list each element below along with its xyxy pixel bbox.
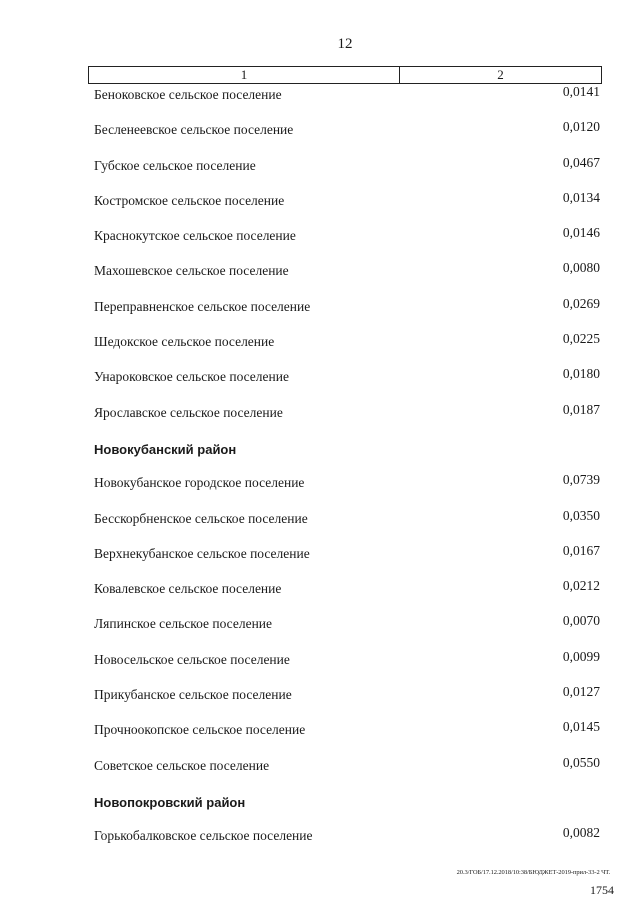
coefficient-value: 0,0739	[562, 472, 600, 488]
settlement-name: Переправненское сельское поселение	[94, 298, 311, 314]
settlement-name: Краснокутское сельское поселение	[94, 228, 296, 244]
table-row	[0, 755, 640, 790]
coefficient-value: 0,0082	[562, 825, 600, 841]
column-header-2: 2	[497, 67, 504, 82]
coefficient-value: 0,0269	[562, 295, 600, 311]
table-row	[0, 366, 640, 401]
district-heading-row	[0, 437, 640, 472]
table-row	[0, 543, 640, 578]
settlement-name: Ковалевское сельское поселение	[94, 581, 282, 597]
table-row	[0, 296, 640, 331]
settlement-name: Шедокское сельское поселение	[94, 334, 275, 350]
allocation-table	[0, 84, 640, 861]
table-row	[0, 119, 640, 154]
coefficient-value: 0,0099	[562, 648, 600, 664]
table-row	[0, 578, 640, 613]
coefficient-value: 0,0146	[562, 225, 600, 241]
table-row	[0, 260, 640, 295]
table-row	[0, 649, 640, 684]
document-code: 20.3/ГОБ/17.12.2018/10:38/БЮДЖЕТ-2019-прил-33-2 ЧТ.	[456, 869, 610, 876]
table-row	[0, 331, 640, 366]
settlement-name: Верхнекубанское сельское поселение	[94, 545, 310, 561]
district-name: Новокубанский район	[94, 441, 237, 457]
table-row	[0, 155, 640, 190]
table-row	[0, 825, 640, 860]
coefficient-value: 0,0145	[562, 719, 600, 735]
table-row	[0, 225, 640, 260]
settlement-name: Ляпинское сельское поселение	[94, 616, 273, 632]
settlement-name: Костромское сельское поселение	[94, 192, 285, 208]
settlement-name: Новосельское сельское поселение	[94, 651, 290, 667]
coefficient-value: 0,0212	[562, 578, 600, 594]
settlement-name: Губское сельское поселение	[94, 157, 256, 173]
settlement-name: Прочноокопское сельское поселение	[94, 722, 306, 738]
coefficient-value: 0,0225	[562, 331, 600, 347]
table-row	[0, 684, 640, 719]
settlement-name: Новокубанское городское поселение	[94, 475, 305, 491]
page-number: 12	[337, 36, 353, 52]
table-row	[0, 84, 640, 119]
settlement-name: Унароковское сельское поселение	[94, 369, 289, 385]
coefficient-value: 0,0467	[562, 154, 600, 170]
coefficient-value: 0,0550	[562, 754, 600, 770]
coefficient-value: 0,0127	[562, 684, 600, 700]
district-heading-row	[0, 790, 640, 825]
table-column-header	[88, 66, 602, 84]
settlement-name: Прикубанское сельское поселение	[94, 687, 292, 703]
table-row	[0, 613, 640, 648]
settlement-name: Ярославское сельское поселение	[94, 404, 283, 420]
coefficient-value: 0,0080	[562, 260, 600, 276]
district-name: Новопокровский район	[94, 794, 246, 810]
table-row	[0, 190, 640, 225]
settlement-name: Махошевское сельское поселение	[94, 263, 289, 279]
coefficient-value: 0,0070	[562, 613, 600, 629]
settlement-name: Бесленеевское сельское поселение	[94, 122, 294, 138]
coefficient-value: 0,0120	[562, 119, 600, 135]
table-row	[0, 402, 640, 437]
coefficient-value: 0,0350	[562, 507, 600, 523]
settlement-name: Беноковское сельское поселение	[94, 87, 282, 102]
table-row	[0, 508, 640, 543]
coefficient-value: 0,0180	[562, 366, 600, 382]
coefficient-value: 0,0134	[562, 189, 600, 205]
coefficient-value: 0,0141	[562, 84, 600, 99]
column-header-1: 1	[89, 67, 400, 83]
coefficient-value: 0,0167	[562, 542, 600, 558]
settlement-name: Советское сельское поселение	[94, 757, 270, 773]
sheet-number: 1754	[590, 883, 614, 897]
settlement-name: Горькобалковское сельское поселение	[94, 828, 313, 844]
settlement-name: Бесскорбненское сельское поселение	[94, 510, 308, 526]
table-row	[0, 472, 640, 507]
coefficient-value: 0,0187	[562, 401, 600, 417]
table-row	[0, 719, 640, 754]
